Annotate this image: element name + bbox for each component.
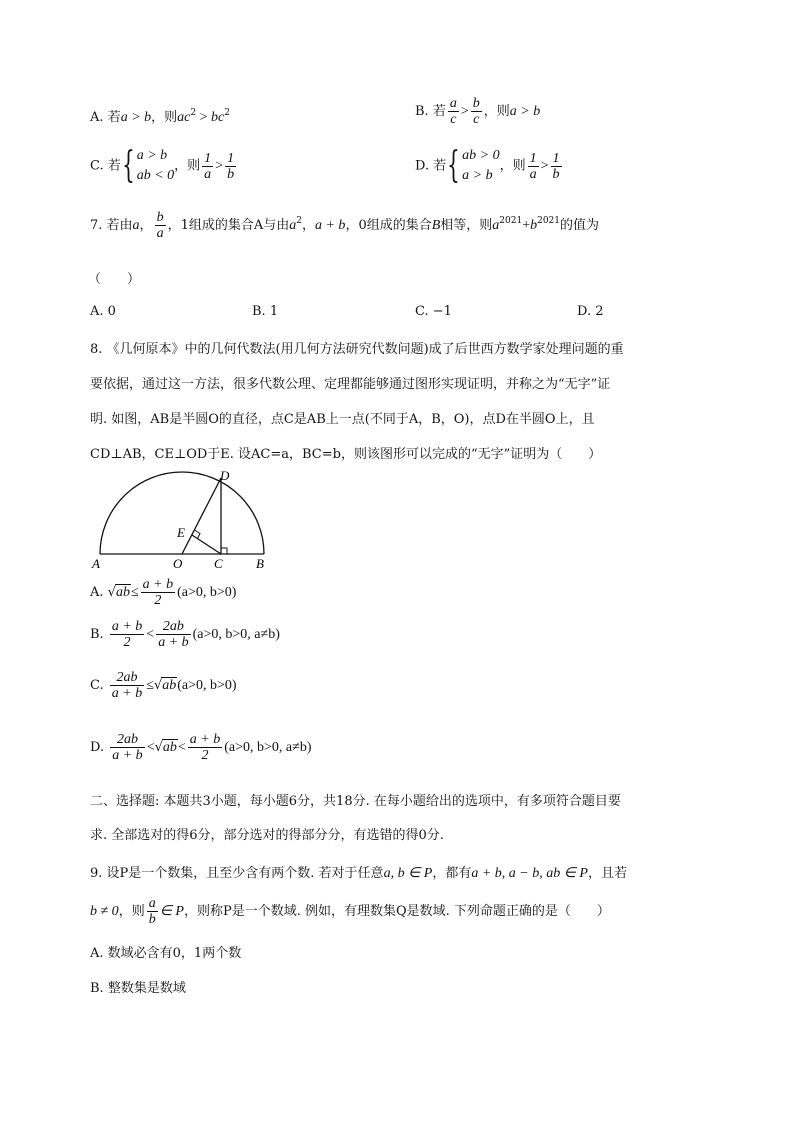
q8-option-c: C. $\frac{2ab}{a + b}$ ≤√ab(a>0, b>0) (90, 670, 237, 701)
label-d: D (220, 468, 230, 483)
segment-ce (192, 535, 221, 554)
label-e: E (177, 525, 185, 540)
q7-option-a: A. 0 (90, 304, 116, 319)
q8-option-b: B. $\frac{a + b}{2}$ < $\frac{2ab}{a + b}$ (a>0, b>0, a≠b) (90, 619, 280, 650)
q8-line-3: 明. 如图，AB是半圆O的直径，点C是AB上一点(不同于A，B，O)，点D在半圆O上，且 (90, 412, 595, 427)
section2-line-1: 二、选择题: 本题共3小题，每小题6分，共18分. 在每小题给出的选项中，有多项符合题目要 (90, 794, 621, 809)
q8-option-d: D. $\frac{2ab}{a + b}$ <√ab< $\frac{a + b}{2}$ (a>0, b>0, a≠b) (90, 732, 312, 763)
q7-option-b: B. 1 (252, 304, 279, 319)
q7-option-d: D. 2 (577, 304, 604, 319)
q9-option-b: B. 整数集是数域 (90, 981, 186, 996)
label-b: B (256, 556, 264, 570)
semicircle-figure (88, 466, 274, 570)
q6-option-b: B. 若 $\frac{a}{c}$ > $\frac{b}{c}$ ，则a > b (415, 96, 541, 127)
q9-line-1: 9. 设P是一个数集，且至少含有两个数. 若对于任意a, b ∈ P，都有a + b, a − b, ab ∈ P，且若 (90, 866, 627, 881)
q8-line-2: 要依据，通过这一方法，很多代数公理、定理都能够通过图形实现证明，并称之为“无字”证 (90, 377, 611, 392)
semicircle-arc (100, 472, 264, 554)
q6-option-c: C. 若{ a > b ab < 0 ，则 $\frac{1}{a}$ > $\frac{1}{b}$ (90, 145, 235, 186)
right-angle-c (221, 548, 227, 554)
q6-option-d: D. 若{ ab > 0 a > b ，则 $\frac{1}{a}$ > $\frac{1}{b}$ (415, 145, 560, 186)
q7-option-c: C. −1 (415, 304, 452, 319)
section2-line-2: 求. 全部选对的得6分，部分选对的得部分分，有选错的得0分. (90, 828, 444, 843)
label-c: C (214, 556, 223, 570)
q8-option-a: A. √ab≤ $\frac{a + b}{2}$ (a>0, b>0) (90, 577, 237, 608)
label-o: O (173, 556, 183, 570)
q6-option-a: A. 若a > b，则$ac^2 > bc^2$ (90, 108, 230, 125)
q8-line-1: 8. 《几何原本》中的几何代数法(用几何方法研究代数问题)成了后世西方数学家处理问题的重 (90, 342, 624, 357)
q8-line-4: CD⊥AB，CE⊥OD于E. 设AC=a，BC=b，则该图形可以完成的“无字”证明为（ ） (90, 447, 602, 462)
q9-line-2: b ≠ 0，则 $\frac{a}{b}$ ∈ P，则称P是一个数域. 例如，有理数集Q是数域. 下列命题正确的是（ ） (90, 896, 610, 927)
label-a: A (92, 556, 100, 570)
q9-option-a: A. 数域必含有0，1两个数 (90, 946, 242, 961)
segment-od (182, 478, 221, 554)
q7-answer-paren: （ ） (88, 272, 141, 287)
q7-stem: 7. 若由a， $\frac{b}{a}$ ，1组成的集合A与由$a^2$，a + b，0组成的集合B相等，则$a^{2021}+b^{2021}$的值为 (90, 210, 600, 241)
